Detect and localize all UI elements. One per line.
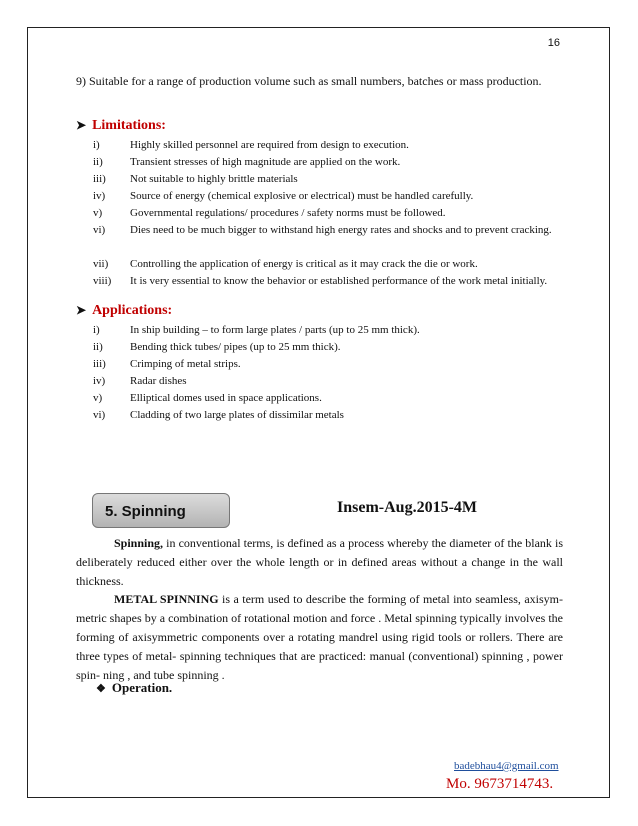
arrow-bullet-icon: ➤ bbox=[76, 118, 87, 132]
limitations-heading bbox=[76, 118, 166, 134]
limitations-heading-text: Limitations: bbox=[92, 118, 166, 133]
intro-line: 9) Suitable for a range of production volume such as small numbers, batches or mass production. bbox=[76, 74, 542, 88]
diamond-bullet-icon: ❖ bbox=[96, 683, 106, 695]
spinning-paragraph bbox=[76, 534, 563, 591]
operation-heading-text: Operation. bbox=[111, 680, 173, 695]
spinning-text: in conventional terms, is defined as a process whereby the diameter of the blank is deliberately reduced either over the whole length or in defined areas without a change in the wall thickness. bbox=[76, 536, 563, 588]
metal-spinning-term: METAL SPINNING bbox=[114, 592, 219, 606]
applications-heading-text: Applications: bbox=[92, 303, 173, 318]
footer-email[interactable]: badebhau4@gmail.com bbox=[454, 760, 559, 772]
section-title-box: 5. Spinning bbox=[92, 493, 230, 528]
metal-spinning-text: is a term used to describe the forming of metal into seamless, axisym- metric shapes by a combination of rotational motion and force . Metal spinning typically involves the forming of axisymmetric components over a rotating mandrel using rigid tools or rollers. There are three types of metal- spinning techniques that are practiced: manual (conventional) spinning , power spin- ning , and tube spinning . bbox=[76, 592, 563, 682]
footer-mobile: Mo. 9673714743. bbox=[446, 776, 554, 792]
exam-tag: Insem-Aug.2015-4M bbox=[337, 499, 477, 516]
metal-spinning-paragraph bbox=[76, 590, 563, 685]
arrow-bullet-icon: ➤ bbox=[76, 303, 87, 317]
spinning-term: Spinning, bbox=[114, 536, 164, 550]
page-number: 16 bbox=[547, 37, 560, 49]
operation-heading bbox=[96, 680, 172, 696]
applications-heading bbox=[76, 303, 172, 319]
